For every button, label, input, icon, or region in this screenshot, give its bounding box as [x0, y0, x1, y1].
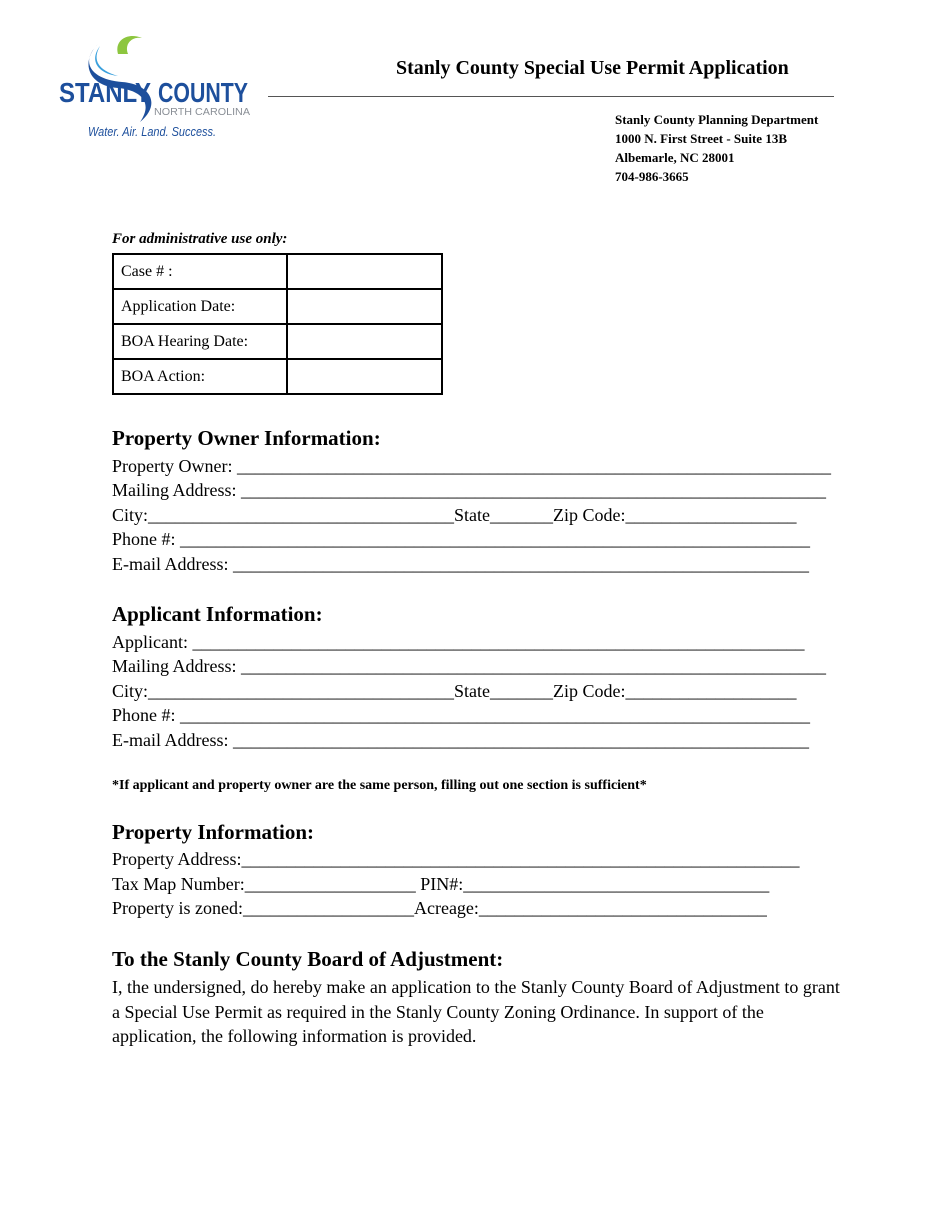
logo-tagline: Water. Air. Land. Success.	[88, 124, 216, 139]
table-row	[113, 254, 442, 289]
logo-green-swoosh	[117, 36, 142, 54]
logo-lightblue-swoosh	[95, 46, 118, 76]
zoning-acreage-field[interactable]: Property is zoned:___________________Acreage:________________________________	[112, 898, 767, 918]
admin-table	[112, 253, 443, 395]
owner-mailing-field[interactable]: Mailing Address: _________________________________________________________________	[112, 480, 826, 500]
logo-name: STANLY	[59, 77, 152, 108]
property-heading: Property Information:	[112, 820, 314, 844]
admin-case-label: Case # :	[113, 254, 287, 289]
applicant-name-field[interactable]: Applicant: ____________________________________________________________________	[112, 632, 805, 652]
admin-application-date-label: Application Date:	[113, 289, 287, 324]
board-heading: To the Stanly County Board of Adjustment:	[112, 947, 504, 971]
property-address-field[interactable]: Property Address:______________________________________________________________	[112, 849, 800, 869]
admin-application-date-field[interactable]	[287, 289, 442, 324]
department-address-2: Albemarle, NC 28001	[615, 150, 735, 165]
applicant-phone-field[interactable]: Phone #: ______________________________________________________________________	[112, 705, 811, 725]
admin-hearing-date-label: BOA Hearing Date:	[113, 324, 287, 359]
applicant-city-state-zip-field[interactable]: City:__________________________________State_______Zip Code:___________________	[112, 681, 797, 701]
admin-hearing-date-field[interactable]	[287, 324, 442, 359]
stanly-county-logo	[58, 24, 258, 144]
department-name: Stanly County Planning Department	[615, 112, 819, 127]
table-row	[113, 359, 442, 394]
department-block	[615, 110, 818, 186]
owner-email-field[interactable]: E-mail Address: ________________________________________________________________	[112, 554, 809, 574]
department-phone: 704-986-3665	[615, 169, 689, 184]
logo-state: NORTH CAROLINA	[154, 107, 251, 118]
owner-name-field[interactable]: Property Owner: __________________________________________________________________	[112, 456, 831, 476]
page-title: Stanly County Special Use Permit Application	[396, 57, 789, 79]
applicant-heading: Applicant Information:	[112, 602, 323, 626]
same-person-note: *If applicant and property owner are the same person, filling out one section is sufficient*	[112, 778, 647, 793]
department-address-1: 1000 N. First Street - Suite 13B	[615, 131, 787, 146]
admin-action-label: BOA Action:	[113, 359, 287, 394]
admin-use-label: For administrative use only:	[112, 231, 288, 247]
table-row	[113, 289, 442, 324]
owner-phone-field[interactable]: Phone #: ______________________________________________________________________	[112, 529, 811, 549]
applicant-email-field[interactable]: E-mail Address: ________________________________________________________________	[112, 730, 809, 750]
tax-map-pin-field[interactable]: Tax Map Number:___________________ PIN#:__________________________________	[112, 874, 770, 894]
logo-name2: COUNTY	[158, 77, 249, 108]
admin-action-field[interactable]	[287, 359, 442, 394]
header-divider	[268, 96, 834, 97]
board-statement: I, the undersigned, do hereby make an application to the Stanly County Board of Adjustment to grant a Special Use Permit as required in the Stanly County Zoning Ordinance. In support of the application, the following information is provided.	[112, 977, 840, 1046]
admin-case-field[interactable]	[287, 254, 442, 289]
applicant-mailing-field[interactable]: Mailing Address: _________________________________________________________________	[112, 656, 826, 676]
owner-heading: Property Owner Information:	[112, 426, 381, 450]
owner-city-state-zip-field[interactable]: City:__________________________________State_______Zip Code:___________________	[112, 505, 797, 525]
table-row	[113, 324, 442, 359]
